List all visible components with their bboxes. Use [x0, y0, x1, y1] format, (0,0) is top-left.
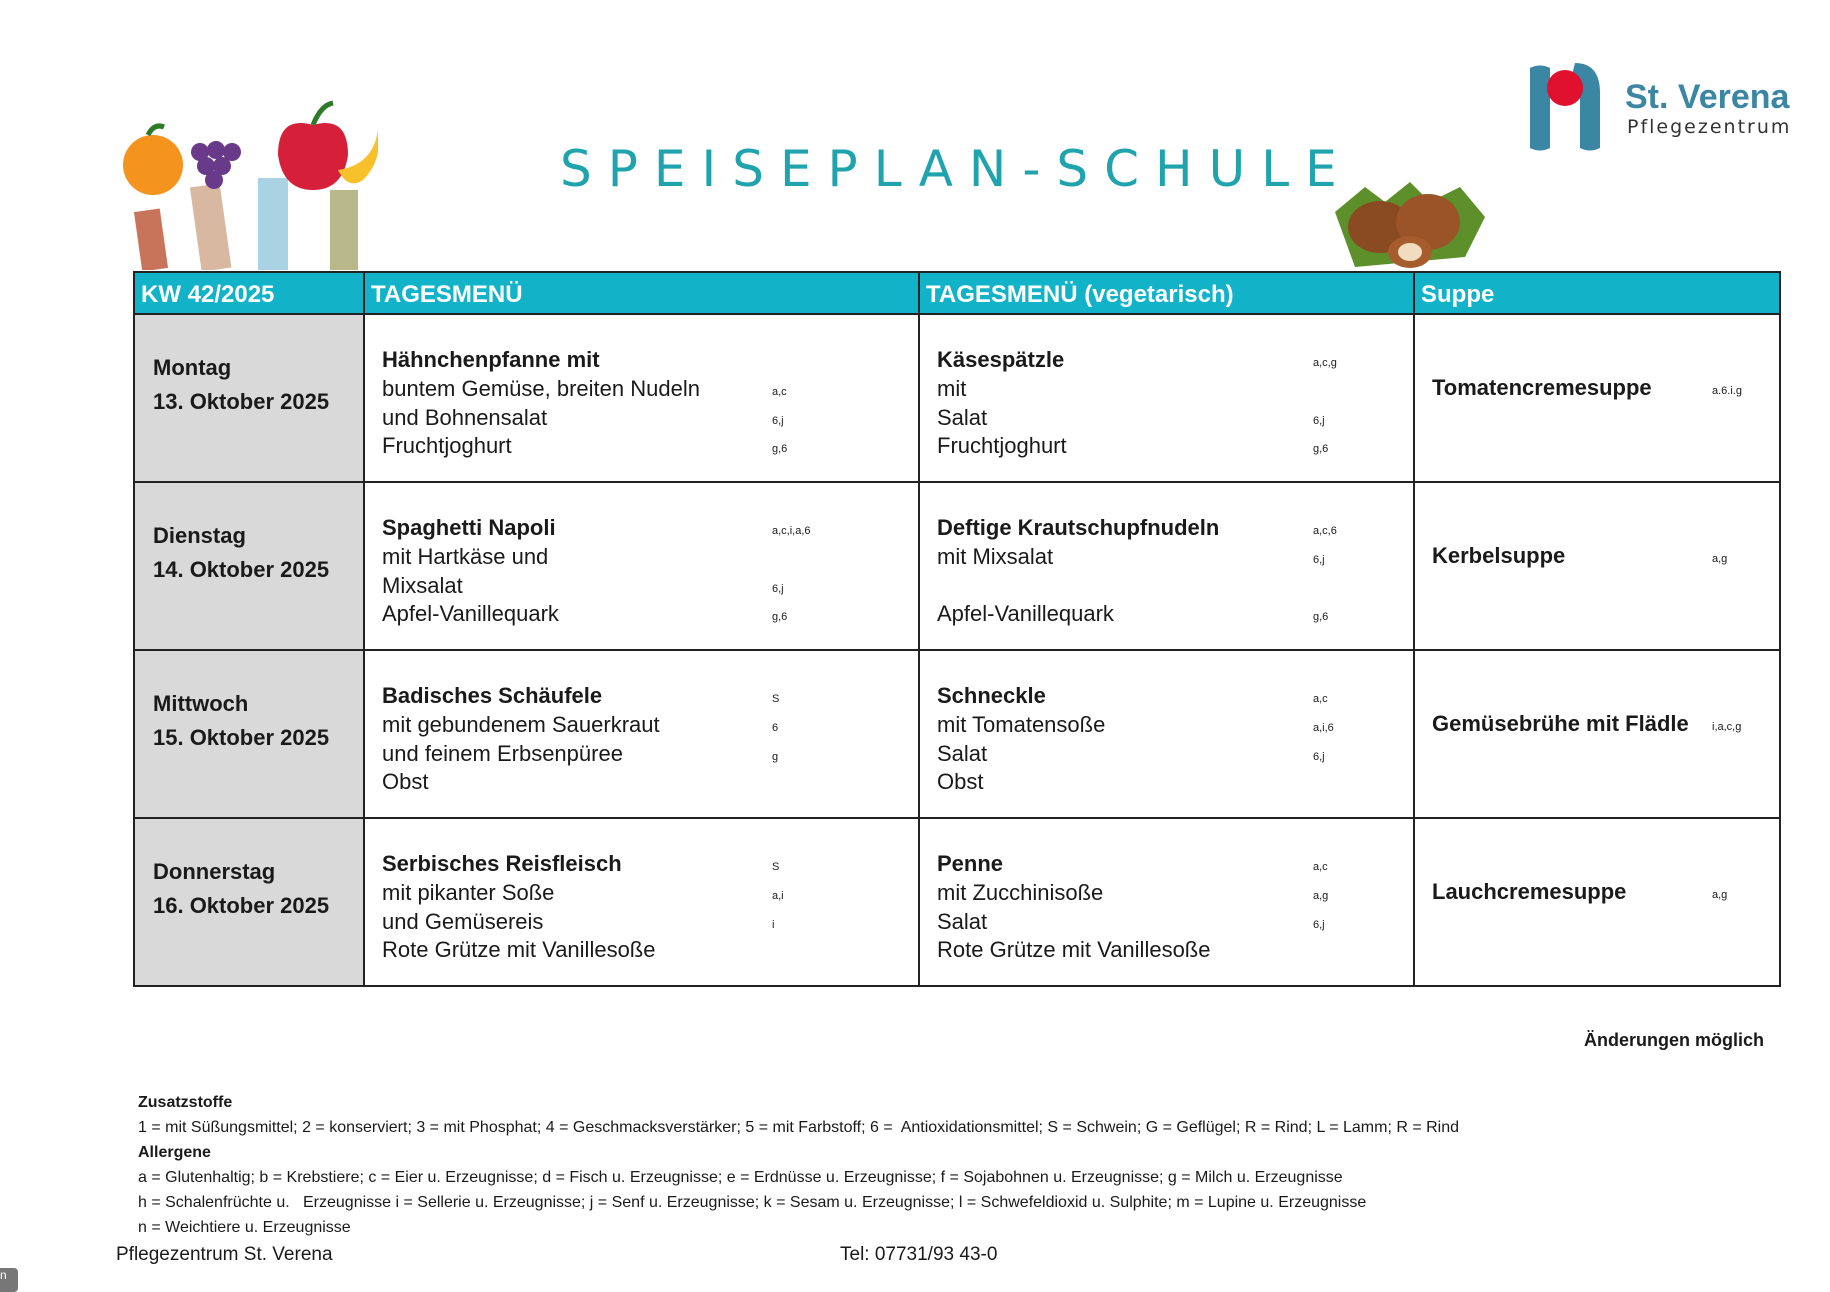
footer-name: Pflegezentrum St. Verena: [116, 1244, 333, 1265]
dish-line: Salat: [937, 741, 988, 766]
dish-line: mit Zucchinisoße: [937, 880, 1104, 905]
allergen-code: a,g: [1712, 553, 1728, 565]
dish-line: Hähnchenpfanne mit: [382, 347, 600, 372]
allergen-code: 6,j: [1313, 919, 1325, 931]
dish-line: Apfel-Vanillequark: [382, 601, 559, 626]
day-cell: [134, 314, 364, 482]
dish-line: Deftige Krautschupfnudeln: [937, 515, 1220, 540]
dish-line: mit Tomatensoße: [937, 712, 1106, 737]
allergen-code: 6,j: [1313, 554, 1325, 566]
vegetarian-cell: [919, 482, 1414, 650]
allergen-code: i,a,c,g: [1712, 721, 1742, 733]
soup-cell: [1414, 314, 1780, 482]
legend-allergens-line: n = Weichtiere u. Erzeugnisse: [138, 1219, 351, 1236]
legend-allergens-line: a = Glutenhaltig; b = Krebstiere; c = Eier u. Erzeugnisse; d = Fisch u. Erzeugnisse; e = Erdnüsse u. Erzeugnisse; f = Sojabohnen u. Erzeugnisse; g = Milch u. Erzeugnisse: [138, 1169, 1343, 1186]
dish-line: mit pikanter Soße: [382, 880, 555, 905]
allergen-code: a,c: [1313, 693, 1328, 705]
soup-cell: [1414, 650, 1780, 818]
day-cell: [134, 818, 364, 986]
day-date: 14. Oktober 2025: [153, 557, 330, 582]
allergen-code: a,c,6: [1313, 525, 1337, 537]
soup-name: Lauchcremesuppe: [1432, 879, 1627, 904]
dish-line: Fruchtjoghurt: [382, 433, 512, 458]
allergen-code: a,c,i,a,6: [772, 525, 811, 537]
vegetarian-cell: [919, 818, 1414, 986]
allergen-code: a,c: [1313, 861, 1328, 873]
day-cell: [134, 482, 364, 650]
allergen-code: a,g: [1313, 890, 1329, 902]
allergen-code: 6,j: [772, 583, 784, 595]
dish-line: Rote Grütze mit Vanillesoße: [937, 937, 1211, 962]
allergen-code: S: [772, 861, 780, 873]
dish-line: mit: [937, 376, 967, 401]
allergen-code: a,g: [1712, 889, 1728, 901]
day-row: [134, 818, 1780, 986]
legend-allergens-title: Allergene: [138, 1144, 211, 1161]
day-name: Dienstag: [153, 523, 246, 548]
dish-line: mit Mixsalat: [937, 544, 1054, 569]
dish-line: Spaghetti Napoli: [382, 515, 556, 540]
menu-table: [133, 271, 1781, 987]
dish-line: Badisches Schäufele: [382, 683, 603, 708]
allergen-code: 6,j: [1313, 751, 1325, 763]
header-daily-menu: TAGESMENÜ: [364, 272, 919, 314]
day-row: [134, 650, 1780, 818]
allergen-code: 6,j: [1313, 415, 1325, 427]
legend: [138, 1090, 1788, 1240]
dish-line: Penne: [937, 851, 1004, 876]
day-date: 15. Oktober 2025: [153, 725, 330, 750]
dish-line: und Bohnensalat: [382, 405, 548, 430]
allergen-code: i: [772, 919, 775, 931]
dish-line: Fruchtjoghurt: [937, 433, 1067, 458]
legend-additives: 1 = mit Süßungsmittel; 2 = konserviert; 3 = mit Phosphat; 4 = Geschmacksverstärker; 5 = mit Farbstoff; 6 = Antioxidationsmittel; S = Schwein; G = Geflügel; R = Rind; L = Lamm; R = Rind: [138, 1119, 1460, 1136]
allergen-code: a,i: [772, 890, 784, 902]
allergen-code: S: [772, 693, 780, 705]
dish-line: Apfel-Vanillequark: [937, 601, 1114, 626]
allergen-code: 6,j: [772, 415, 784, 427]
dish-line: und feinem Erbsenpüree: [382, 741, 623, 766]
vegetarian-cell: [919, 650, 1414, 818]
header-week: KW 42/2025: [134, 272, 364, 314]
header-daily-menu-vegetarian: TAGESMENÜ (vegetarisch): [919, 272, 1414, 314]
allergen-code: a.6.i.g: [1712, 385, 1742, 397]
allergen-code: a,i,6: [1313, 722, 1334, 734]
table-header-row: [134, 272, 1780, 314]
day-date: 13. Oktober 2025: [153, 389, 330, 414]
dish-line: Serbisches Reisfleisch: [382, 851, 622, 876]
day-cell: [134, 650, 364, 818]
day-row: [134, 482, 1780, 650]
day-row: [134, 314, 1780, 482]
day-name: Mittwoch: [153, 691, 249, 716]
allergen-code: g,6: [1313, 611, 1329, 623]
day-name: Montag: [153, 355, 232, 380]
logo-name: St. Verena: [1625, 78, 1790, 116]
dish-line: und Gemüsereis: [382, 909, 544, 934]
soup-cell: [1414, 482, 1780, 650]
menu-cell: [364, 314, 919, 482]
dish-line: mit gebundenem Sauerkraut: [382, 712, 660, 737]
day-name: Donnerstag: [153, 859, 276, 884]
changes-note: Änderungen möglich: [1584, 1030, 1764, 1050]
soup-cell: [1414, 818, 1780, 986]
header-soup: Suppe: [1414, 272, 1780, 314]
legend-additives-title: Zusatzstoffe: [138, 1094, 233, 1111]
dish-line: Salat: [937, 909, 988, 934]
menu-cell: [364, 818, 919, 986]
dish-line: Obst: [937, 769, 984, 794]
soup-name: Kerbelsuppe: [1432, 543, 1566, 568]
allergen-code: g: [772, 751, 779, 763]
logo: [1520, 58, 1792, 158]
allergen-code: a,c,g: [1313, 357, 1337, 369]
soup-name: Gemüsebrühe mit Flädle: [1432, 711, 1689, 736]
footer-phone: Tel: 07731/93 43-0: [840, 1244, 998, 1265]
vegetarian-cell: [919, 314, 1414, 482]
allergen-code: g,6: [772, 611, 788, 623]
menu-cell: [364, 482, 919, 650]
dish-line: Mixsalat: [382, 573, 463, 598]
allergen-code: g,6: [1313, 443, 1329, 455]
dish-line: Obst: [382, 769, 429, 794]
page-title: SPEISEPLAN-SCHULE: [560, 140, 1353, 198]
fruits-illustration: [108, 90, 378, 270]
dish-line: buntem Gemüse, breiten Nudeln: [382, 376, 700, 401]
corner-tab[interactable]: n: [0, 1268, 18, 1292]
logo-subtitle: Pflegezentrum: [1627, 116, 1792, 138]
dish-line: Käsespätzle: [937, 347, 1065, 372]
logo-mark-icon: [1520, 58, 1620, 158]
day-date: 16. Oktober 2025: [153, 893, 330, 918]
allergen-code: a,c: [772, 386, 787, 398]
dish-line: Schneckle: [937, 683, 1046, 708]
allergen-code: 6: [772, 722, 779, 734]
dish-line: Rote Grütze mit Vanillesoße: [382, 937, 656, 962]
soup-name: Tomatencremesuppe: [1432, 375, 1652, 400]
legend-allergens-line: h = Schalenfrüchte u. Erzeugnisse i = Sellerie u. Erzeugnisse; j = Senf u. Erzeugnisse; k = Sesam u. Erzeugnisse; l = Schwefeldioxid u. Sulphite; m = Lupine u. Erzeugnisse: [138, 1194, 1367, 1211]
dish-line: Salat: [937, 405, 988, 430]
allergen-code: g,6: [772, 443, 788, 455]
menu-cell: [364, 650, 919, 818]
dish-line: mit Hartkäse und: [382, 544, 549, 569]
